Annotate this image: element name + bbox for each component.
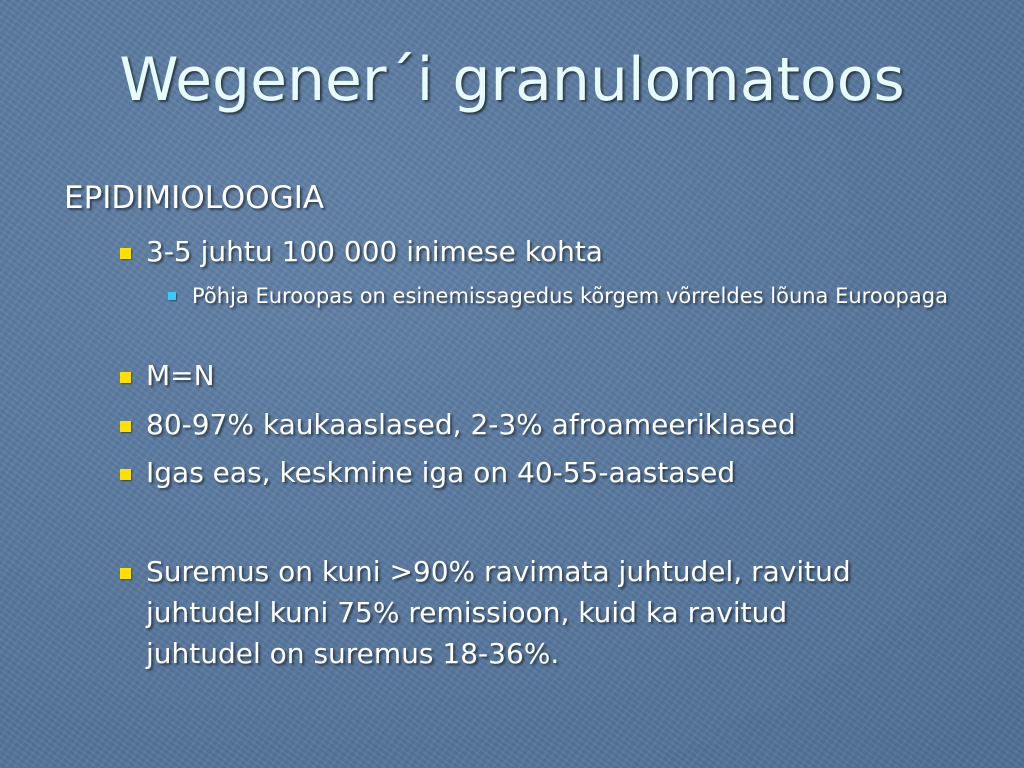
bullet-item-mortality: Suremus on kuni >90% ravimata juhtudel, ravitud juhtudel kuni 75% remissioon, kuid ka ravitud juhtudel on suremus 18-36%. — [146, 555, 851, 670]
sub-bullet-item-northern-europe: Põhja Euroopas on esinemissagedus kõrgem võrreldes lõuna Euroopaga — [192, 284, 948, 308]
slide-title: Wegener´i granulomatoos — [119, 45, 905, 115]
bullet-item-cases: 3-5 juhtu 100 000 inimese kohta — [146, 235, 603, 268]
bullet-item-ethnicity: 80-97% kaukaaslased, 2-3% afroameeriklased — [146, 408, 796, 441]
yellow-square-bullet-icon — [120, 469, 131, 480]
yellow-square-bullet-icon — [120, 421, 131, 432]
yellow-square-bullet-icon — [120, 568, 131, 579]
section-heading: EPIDIMIOLOOGIA — [64, 180, 325, 216]
bullet-item-sex-ratio: M=N — [146, 359, 215, 392]
bullet-item-age: Igas eas, keskmine iga on 40-55-aastased — [146, 456, 736, 489]
cyan-square-bullet-icon — [168, 292, 176, 300]
yellow-square-bullet-icon — [120, 248, 131, 259]
yellow-square-bullet-icon — [120, 372, 131, 383]
